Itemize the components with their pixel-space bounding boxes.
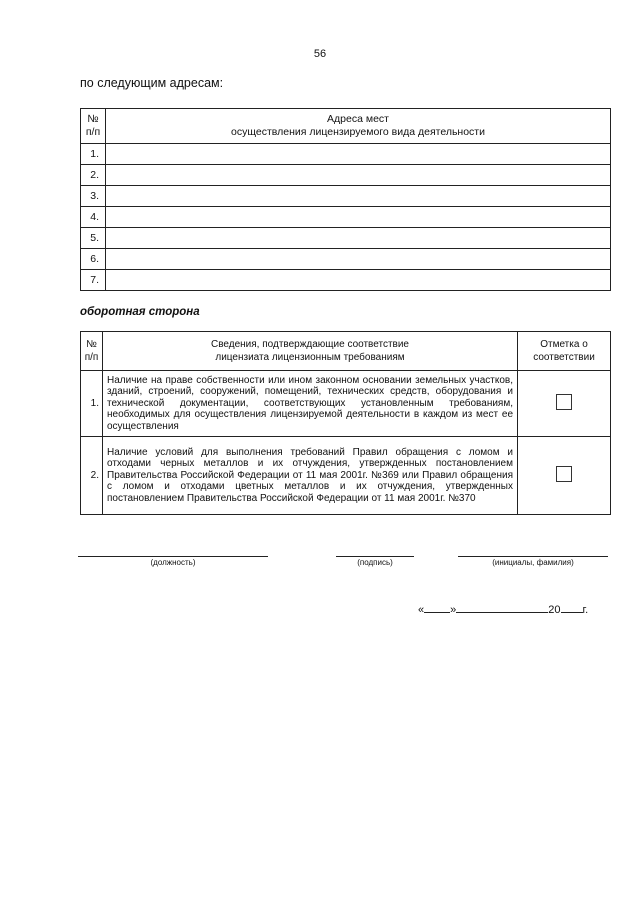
req-info-header-line1: Сведения, подтверждающие соответствие xyxy=(210,339,409,350)
req-row-num: 1. xyxy=(81,371,103,437)
year-field[interactable] xyxy=(561,602,583,613)
table-row xyxy=(81,186,611,207)
page-number: 56 xyxy=(313,48,327,60)
address-header-line1: Адреса мест xyxy=(327,113,389,125)
req-mark-cell xyxy=(518,371,611,437)
compliance-checkbox[interactable] xyxy=(556,394,572,410)
table-row xyxy=(81,165,611,186)
table-row xyxy=(81,270,611,291)
year-suffix: г. xyxy=(582,604,589,616)
address-row-num: 6. xyxy=(81,249,106,270)
table-row xyxy=(81,228,611,249)
req-mark-header-line2: соответствии xyxy=(533,352,595,363)
req-info-header xyxy=(103,332,518,371)
address-header-line2: осуществления лицензируемого вида деятельности xyxy=(231,126,485,138)
name-signature-line[interactable] xyxy=(458,556,608,567)
table-row xyxy=(81,437,611,515)
reverse-side-subtitle: оборотная сторона xyxy=(80,306,200,318)
address-row-num: 4. xyxy=(81,207,106,228)
address-col-header xyxy=(106,109,611,144)
address-row-num: 2. xyxy=(81,165,106,186)
intro-text: по следующим адресам: xyxy=(80,76,224,90)
day-field[interactable] xyxy=(424,602,450,613)
name-label: (инициалы, фамилия) xyxy=(492,558,574,567)
req-num-header xyxy=(81,332,103,371)
address-cell[interactable] xyxy=(106,165,611,186)
date-open-quote: « xyxy=(418,604,425,616)
position-signature-line[interactable] xyxy=(78,556,268,567)
req-mark-header xyxy=(518,332,611,371)
date-close-quote: » xyxy=(450,604,457,616)
req-row-num: 2. xyxy=(81,437,103,515)
req-num-header-label: № п/п xyxy=(84,339,99,363)
address-cell[interactable] xyxy=(106,228,611,249)
signature-line[interactable] xyxy=(336,556,414,567)
address-row-num: 1. xyxy=(81,144,106,165)
req-info-header-line2: лицензиата лицензионным требованиям xyxy=(215,352,405,363)
address-cell[interactable] xyxy=(106,249,611,270)
req-mark-header-line1: Отметка о xyxy=(540,339,588,350)
address-num-header xyxy=(81,109,106,144)
signature-label: (подпись) xyxy=(357,558,393,567)
month-field[interactable] xyxy=(456,602,548,613)
compliance-checkbox[interactable] xyxy=(556,466,572,482)
requirements-table xyxy=(80,331,611,515)
address-row-num: 7. xyxy=(81,270,106,291)
address-cell[interactable] xyxy=(106,186,611,207)
address-cell[interactable] xyxy=(106,144,611,165)
req-mark-cell xyxy=(518,437,611,515)
req-row-text: Наличие на праве собственности или ином законном основании земельных участков, зданий, строений, сооружений, помещений, технических средств, оборудования и технической документации, соответствующих установленным требованиям, необходимых для осуществления лицензируемой деятельности в каждом из мест ее осуществления xyxy=(103,371,518,437)
table-row xyxy=(81,144,611,165)
date-line xyxy=(418,602,588,616)
address-row-num: 5. xyxy=(81,228,106,249)
req-row-text: Наличие условий для выполнения требований Правил обращения с ломом и отходами черных металлов и их отчуждения, утвержденных постановлением Правительства Российской Федерации от 11 мая 2001г. №369 или Правил обращения с ломом и отходами цветных металлов и их отчуждения, утвержденных постановлением Правительства Российской Федерации от 11 мая 2001г. №370 xyxy=(103,437,518,515)
year-prefix: 20 xyxy=(548,604,561,616)
address-cell[interactable] xyxy=(106,207,611,228)
num-header-label: № п/п xyxy=(85,113,101,138)
table-row xyxy=(81,207,611,228)
table-row xyxy=(81,249,611,270)
address-table xyxy=(80,108,611,291)
address-row-num: 3. xyxy=(81,186,106,207)
table-row xyxy=(81,371,611,437)
position-label: (должность) xyxy=(150,558,196,567)
address-cell[interactable] xyxy=(106,270,611,291)
